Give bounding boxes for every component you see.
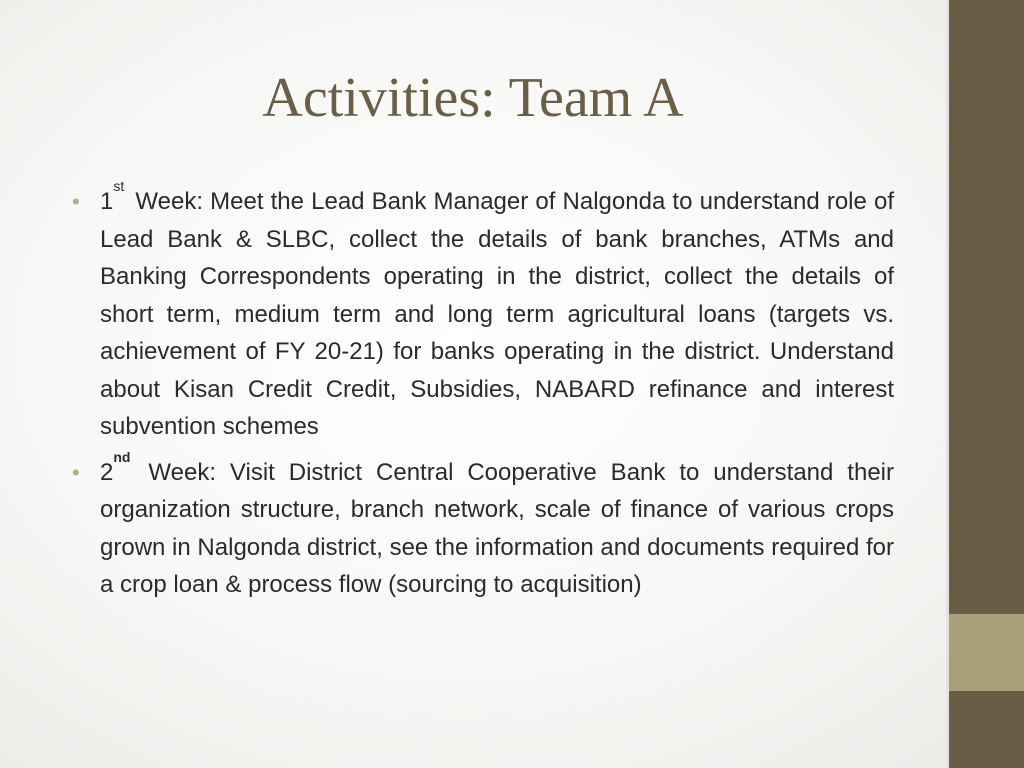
bullet-item-week-1: [72, 178, 895, 446]
bullet-text: Week: Visit District Central Cooperative Bank to understand their organization structure, branch network, scale of finance of various crops grown in Nalgonda district, see the information and documents required for a crop loan & process flow (sourcing to acquisition): [100, 458, 894, 598]
bullet-item-week-2: [72, 448, 894, 604]
week-number: 2: [100, 458, 114, 486]
bullet-dot-icon: •: [72, 189, 80, 214]
sidebar-accent-block: [949, 614, 1024, 691]
bullet-text: Week: Meet the Lead Bank Manager of Nalgonda to understand role of Lead Bank & SLBC, collect the details of bank branches, ATMs and Banking Correspondents operating in the district, collect the details of short term, medium term and long term agricultural loans (targets vs. achievement of FY 20-21) for banks operating in the district. Understand about Kisan Credit Credit, Subsidies, NABARD refinance and interest subvention schemes: [100, 188, 895, 440]
week-number: 1: [100, 188, 114, 215]
bullet-list: [72, 178, 895, 612]
bullet-dot-icon: •: [72, 459, 80, 485]
week-ordinal-suffix: st: [113, 178, 125, 194]
slide-title: Activities: Team A: [262, 67, 684, 129]
week-ordinal-suffix: nd: [113, 448, 131, 465]
